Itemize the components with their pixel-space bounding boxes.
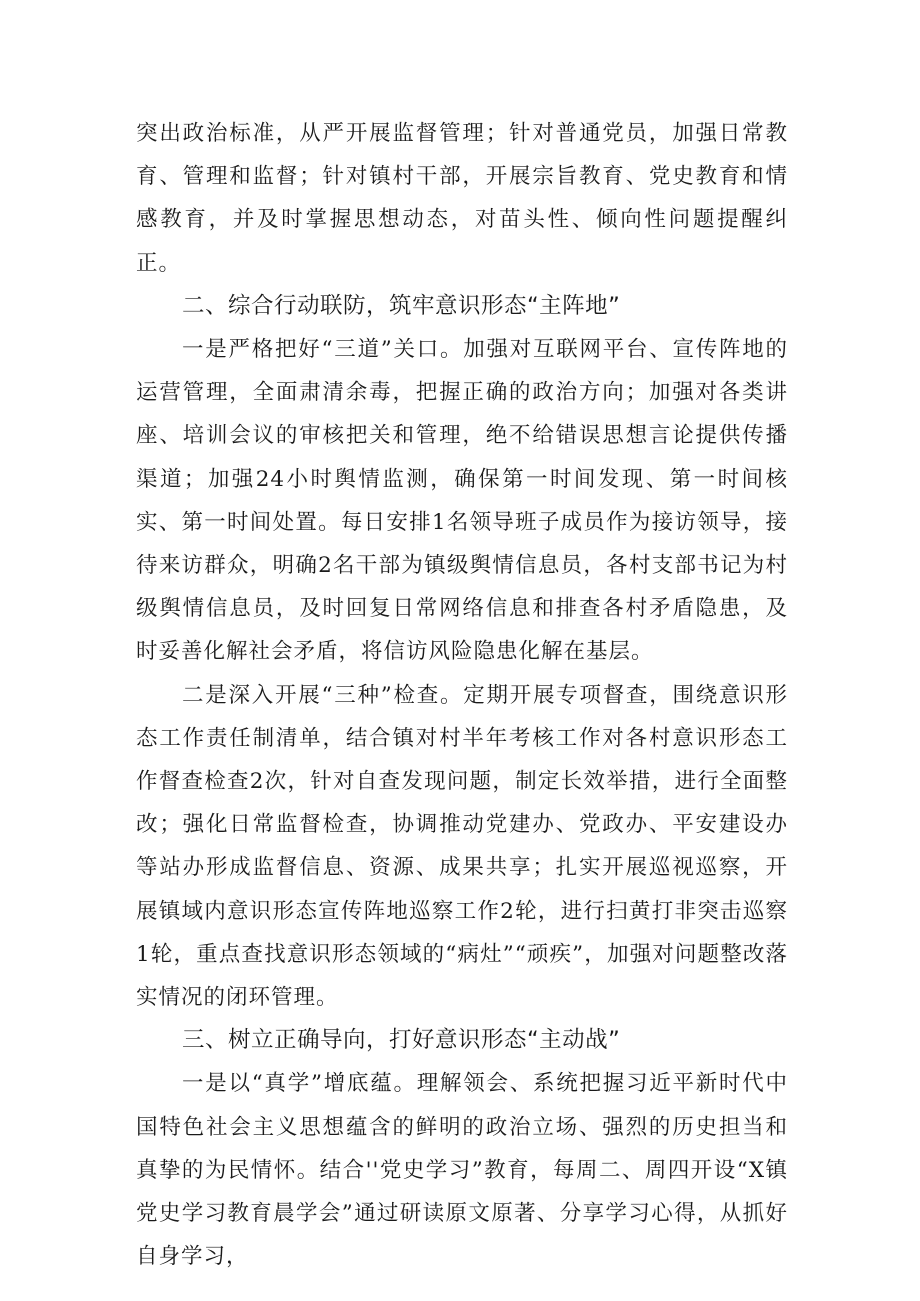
paragraph-true-study: 一是以“真学”增底蕴。理解领会、系统把握习近平新时代中国特色社会主义思想蕴含的鲜明的政治立场、强烈的历史担当和真挚的为民情怀。结合''党史学习”教育，每周二、周四开设“X镇党史学习教育晨学会”通过研读原文原著、分享学习心得，从抓好自身学习， <box>136 1071 788 1270</box>
paragraph-continuation: 突出政治标准，从严开展监督管理；针对普通党员，加强日常教育、管理和监督；针对镇村干部，开展宗旨教育、党史教育和情感教育，并及时掌握思想动态，对苗头性、倾向性问题提醒纠正。 <box>136 121 788 276</box>
paragraph-three-inspections: 二是深入开展“三种”检查。定期开展专项督查，围绕意识形态工作责任制清单，结合镇对村半年考核工作对各村意识形态工作督查检查2次，针对自查发现问题，制定长效举措，进行全面整改；强化日常监督检查，协调推动党建办、党政办、平安建设办等站办形成监督信息、资源、成果共享；扎实开展巡视巡察，开展镇域内意识形态宣传阵地巡察工作2轮，进行扫黄打非突击巡察1轮，重点查找意识形态领域的“病灶”“顽疾”，加强对问题整改落实情况的闭环管理。 <box>136 682 788 1011</box>
paragraph-three-checkpoints: 一是严格把好“三道”关口。加强对互联网平台、宣传阵地的运营管理，全面肃清余毒，把握正确的政治方向；加强对各类讲座、培训会议的审核把关和管理，绝不给错误思想言论提供传播渠道；加强24小时舆情监测，确保第一时间发现、第一时间核实、第一时间处置。每日安排1名领导班子成员作为接访领导，接待来访群众，明确2名干部为镇级舆情信息员，各村支部书记为村级舆情信息员，及时回复日常网络信息和排查各村矛盾隐患，及时妥善化解社会矛盾，将信访风险隐患化解在基层。 <box>136 337 788 665</box>
section-heading-two: 二、综合行动联防，筑牢意识形态“主阵地” <box>182 292 621 319</box>
document-body <box>136 112 788 1278</box>
section-heading-three: 三、树立正确导向，打好意识形态“主动战” <box>182 1027 621 1054</box>
